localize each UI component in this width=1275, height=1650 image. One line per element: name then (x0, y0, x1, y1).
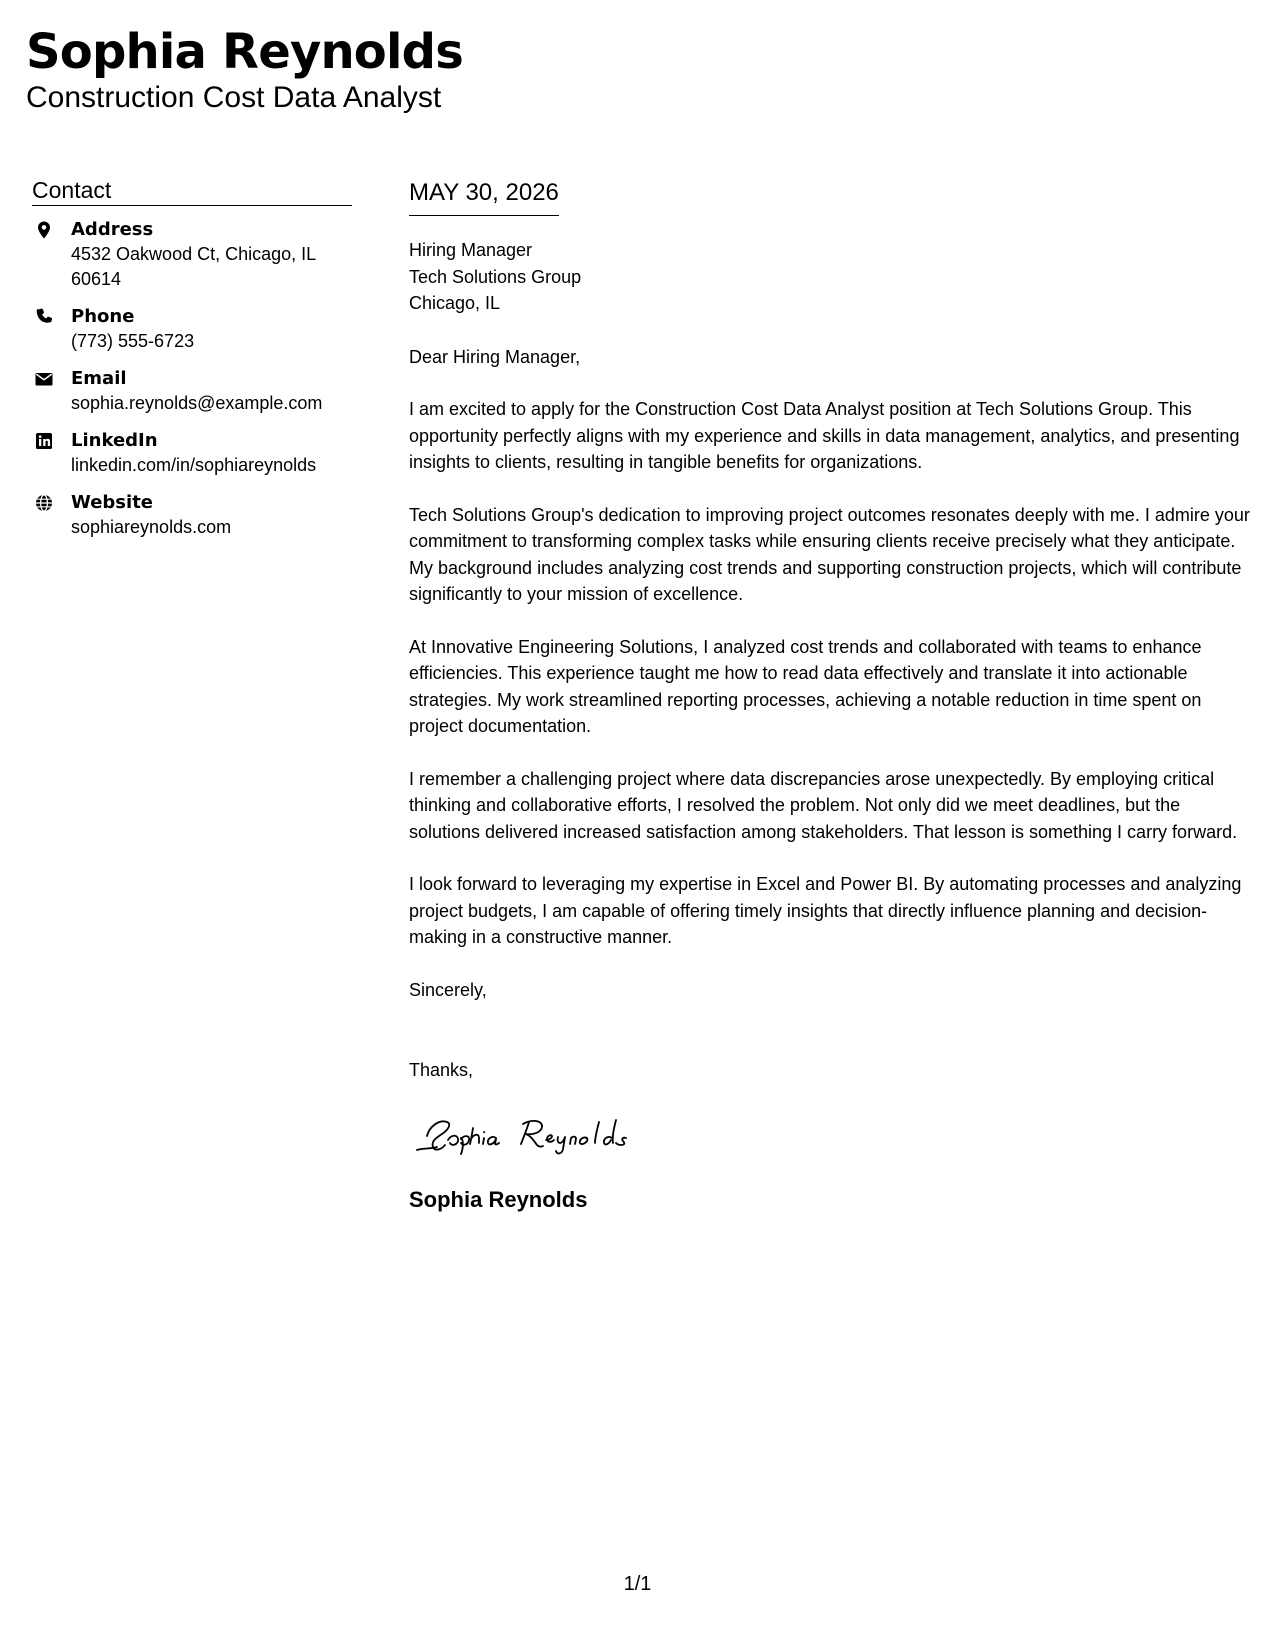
letter-paragraph: Tech Solutions Group's dedication to improving project outcomes resonates deeply with me. I admire your commitment to transforming complex tasks while ensuring clients receive precisely what they anticipate. My background includes analyzing cost trends and supporting construction projects, which will contribute significantly to your mission of excellence. (409, 504, 1250, 604)
letter-paragraph: I look forward to leveraging my expertise in Excel and Power BI. By automating processes and analyzing project budgets, I am capable of offering timely insights that directly influence planning and decision-making in a constructive manner. (409, 874, 1242, 947)
contact-item-linkedin (32, 429, 352, 478)
letter-greeting: Dear Hiring Manager, (409, 346, 581, 367)
letter-thanks: Thanks, (409, 1060, 474, 1080)
applicant-headline: Construction Cost Data Analyst (26, 81, 442, 114)
website-label: Website (71, 492, 154, 513)
resume-header (26, 22, 463, 116)
linkedin-icon (34, 431, 54, 451)
recipient-line: Chicago, IL (409, 293, 501, 313)
address-label: Address (71, 219, 154, 240)
phone-icon (34, 307, 54, 327)
globe-icon (34, 493, 54, 513)
phone-value: (773) 555-6723 (71, 331, 195, 351)
phone-label: Phone (71, 306, 135, 327)
letter-date: MAY 30, 2026 (409, 179, 559, 206)
contact-item-website (32, 491, 352, 540)
cover-letter-body (409, 177, 1254, 1214)
contact-section-title: Contact (32, 176, 352, 206)
contact-list (32, 218, 352, 540)
linkedin-label: LinkedIn (71, 430, 158, 451)
contact-item-email (32, 367, 352, 416)
recipient-line: Hiring Manager (409, 240, 533, 260)
contact-item-phone (32, 305, 352, 354)
email-label: Email (71, 368, 127, 389)
letter-paragraph: I remember a challenging project where data discrepancies arose unexpectedly. By employing critical thinking and collaborative efforts, I resolved the problem. Not only did we meet deadlines, but the solutions delivered increased satisfaction among stakeholders. That lesson is something I carry forward. (409, 768, 1238, 842)
recipient-block (409, 237, 1254, 317)
address-value: 4532 Oakwood Ct, Chicago, IL 60614 (71, 244, 316, 289)
letter-closing: Sincerely, (409, 979, 487, 1000)
signer-name: Sophia Reynolds (409, 1186, 588, 1212)
envelope-icon (34, 369, 54, 389)
handwritten-signature (413, 1110, 663, 1160)
letter-paragraph: At Innovative Engineering Solutions, I analyzed cost trends and collaborated with teams to enhance efficiencies. This experience taught me how to read data effectively and translate it into actionable strategies. My work streamlined reporting processes, achieving a notable reduction in time spent on project documentation. (409, 636, 1202, 736)
page-number: 1/1 (623, 1573, 652, 1595)
letter-date-block (409, 177, 559, 216)
email-value: sophia.reynolds@example.com (71, 393, 323, 413)
recipient-line: Tech Solutions Group (409, 266, 582, 287)
letter-paragraph: I am excited to apply for the Construction Cost Data Analyst position at Tech Solutions Group. This opportunity perfectly aligns with my experience and skills in data management, analytics, and presenting insights to clients, resulting in tangible benefits for organizations. (409, 399, 1240, 472)
applicant-name: Sophia Reynolds (26, 24, 463, 80)
website-value: sophiareynolds.com (71, 517, 232, 537)
contact-item-address (32, 218, 352, 292)
map-pin-icon (34, 220, 54, 240)
contact-sidebar (32, 176, 352, 553)
linkedin-value: linkedin.com/in/sophiareynolds (71, 455, 317, 475)
